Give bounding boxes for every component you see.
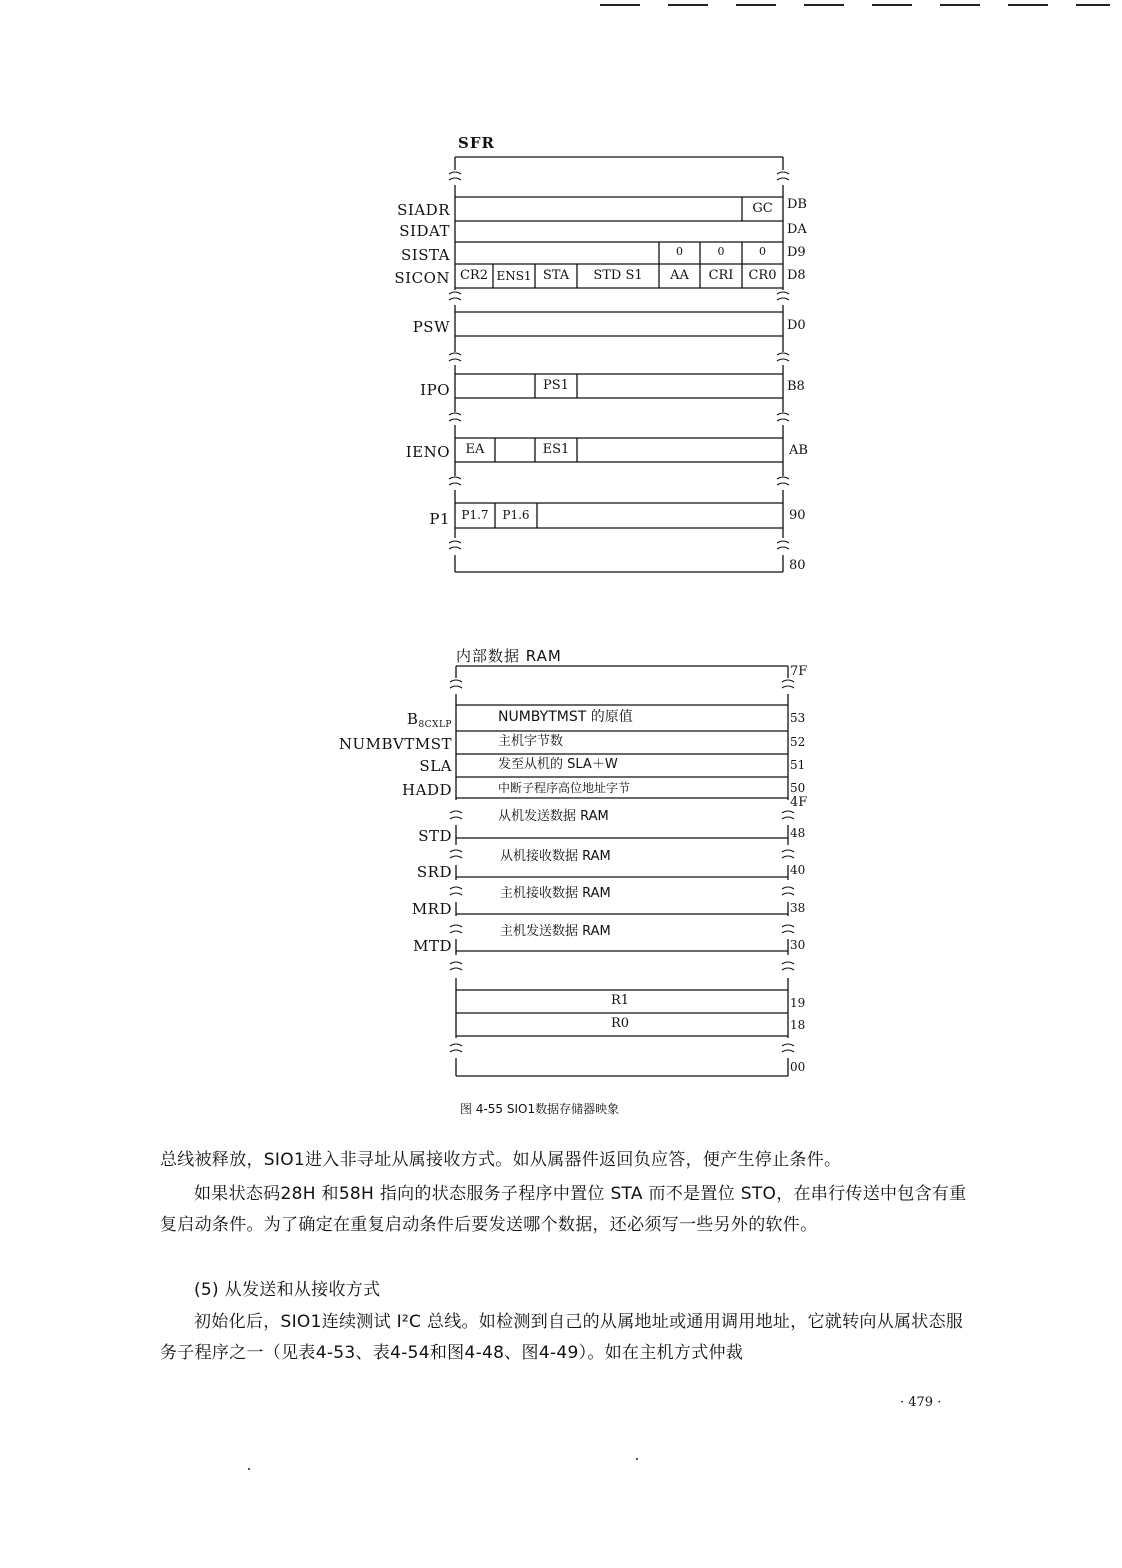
paragraph-2: 如果状态码28H 和58H 指向的状态服务子程序中置位 STA 而不是置位 STO，在串行传送中包含有重复启动条件。为了确定在重复启动条件后要发送哪个数据，还必须写一些另外的软件。 <box>160 1184 967 1235</box>
addr-53: 53 <box>790 711 806 725</box>
row-r0: R0 <box>610 1016 630 1031</box>
scan-speck <box>248 1468 250 1470</box>
row-r1: R1 <box>610 993 630 1008</box>
label-hadd: HADD <box>402 781 452 799</box>
paragraph-1: 总线被释放，SIO1进入非寻址从属接收方式。如从属器件返回负应答，便产生停止条件。 <box>160 1150 842 1170</box>
addr-50: 50 <box>790 781 806 795</box>
addr-90: 90 <box>789 508 806 523</box>
addr-4f: 4F <box>790 795 808 810</box>
label-b8cxlp-main: B <box>406 710 419 728</box>
addr-7f: 7F <box>790 664 808 679</box>
cell-p16: P1.6 <box>502 508 530 522</box>
addr-d0: D0 <box>787 318 806 333</box>
label-srd: SRD <box>416 863 452 881</box>
label-sidat: SIDAT <box>399 222 450 240</box>
cell-ens1: ENS1 <box>496 269 532 283</box>
paragraph-3: 初始化后，SIO1连续测试 I²C 总线。如检测到自己的从属地址或通用调用地址，它就转向从属状态服务子程序之一（见表4-53、表4-54和图4-48、图4-49）。如在主机方式仲裁 <box>160 1312 964 1363</box>
ram-title: 内部数据 RAM <box>456 647 562 665</box>
addr-00: 00 <box>790 1060 806 1074</box>
page-number: · 479 · <box>900 1395 942 1410</box>
addr-38: 38 <box>790 901 806 915</box>
label-b8cxlp-sub: 8CXLP <box>418 720 452 730</box>
label-numbvtmst: NUMBVTMST <box>338 735 452 753</box>
cell-sista-2: 0 <box>759 245 766 258</box>
scan-speck <box>636 1458 638 1460</box>
row-slave-tx: 从机发送数据 RAM <box>498 809 609 824</box>
row-numbytmst-orig: NUMBYTMST 的原值 <box>498 709 633 725</box>
addr-80: 80 <box>789 558 806 573</box>
section-heading-5: (5) 从发送和从接收方式 <box>194 1280 381 1300</box>
addr-40: 40 <box>790 863 806 877</box>
addr-db: DB <box>787 197 807 212</box>
row-master-tx: 主机发送数据 RAM <box>500 924 611 939</box>
sfr-title: SFR <box>458 134 495 152</box>
row-master-bytes: 主机字节数 <box>498 734 564 749</box>
label-mrd: MRD <box>411 900 452 918</box>
addr-da: DA <box>787 222 807 237</box>
label-p1: P1 <box>429 510 450 528</box>
addr-d8: D8 <box>787 268 806 283</box>
label-sista: SISTA <box>401 246 450 264</box>
addr-ab: AB <box>789 443 808 458</box>
addr-d9: D9 <box>787 245 806 260</box>
row-hadd: 中断子程序高位地址字节 <box>498 781 631 795</box>
figure-caption: 图 4-55 SIO1数据存储器映象 <box>460 1102 620 1116</box>
cell-cr0: CR0 <box>748 268 777 283</box>
label-std: STD <box>418 827 452 845</box>
label-ieno: IENO <box>405 443 450 461</box>
label-sicon: SICON <box>394 269 450 287</box>
cell-std-s1: STD S1 <box>593 268 643 283</box>
row-master-rx: 主机接收数据 RAM <box>500 886 611 901</box>
cell-cri: CRI <box>708 268 734 283</box>
cell-gc: GC <box>752 201 773 216</box>
addr-48: 48 <box>790 826 806 840</box>
label-b8cxlp <box>340 710 452 734</box>
cell-ps1: PS1 <box>543 378 569 393</box>
addr-18: 18 <box>790 1018 806 1032</box>
row-slave-rx: 从机接收数据 RAM <box>500 849 611 864</box>
cell-es1: ES1 <box>542 442 570 457</box>
addr-52: 52 <box>790 735 806 749</box>
cell-sista-0: 0 <box>676 245 683 258</box>
cell-sta: STA <box>542 268 570 283</box>
cell-cr2: CR2 <box>459 268 488 283</box>
addr-30: 30 <box>790 938 806 952</box>
cell-p17: P1.7 <box>461 508 489 522</box>
label-siadr: SIADR <box>397 201 450 219</box>
addr-19: 19 <box>790 996 806 1010</box>
label-ipo: IPO <box>420 381 450 399</box>
addr-51: 51 <box>790 758 806 772</box>
row-sla-w: 发至从机的 SLA＋W <box>498 757 618 772</box>
cell-ea: EA <box>465 442 485 457</box>
label-mtd: MTD <box>413 937 452 955</box>
label-psw: PSW <box>412 318 450 336</box>
addr-b8: B8 <box>787 379 805 394</box>
label-sla: SLA <box>419 757 452 775</box>
cell-aa: AA <box>670 268 689 283</box>
cell-sista-1: 0 <box>717 245 725 258</box>
